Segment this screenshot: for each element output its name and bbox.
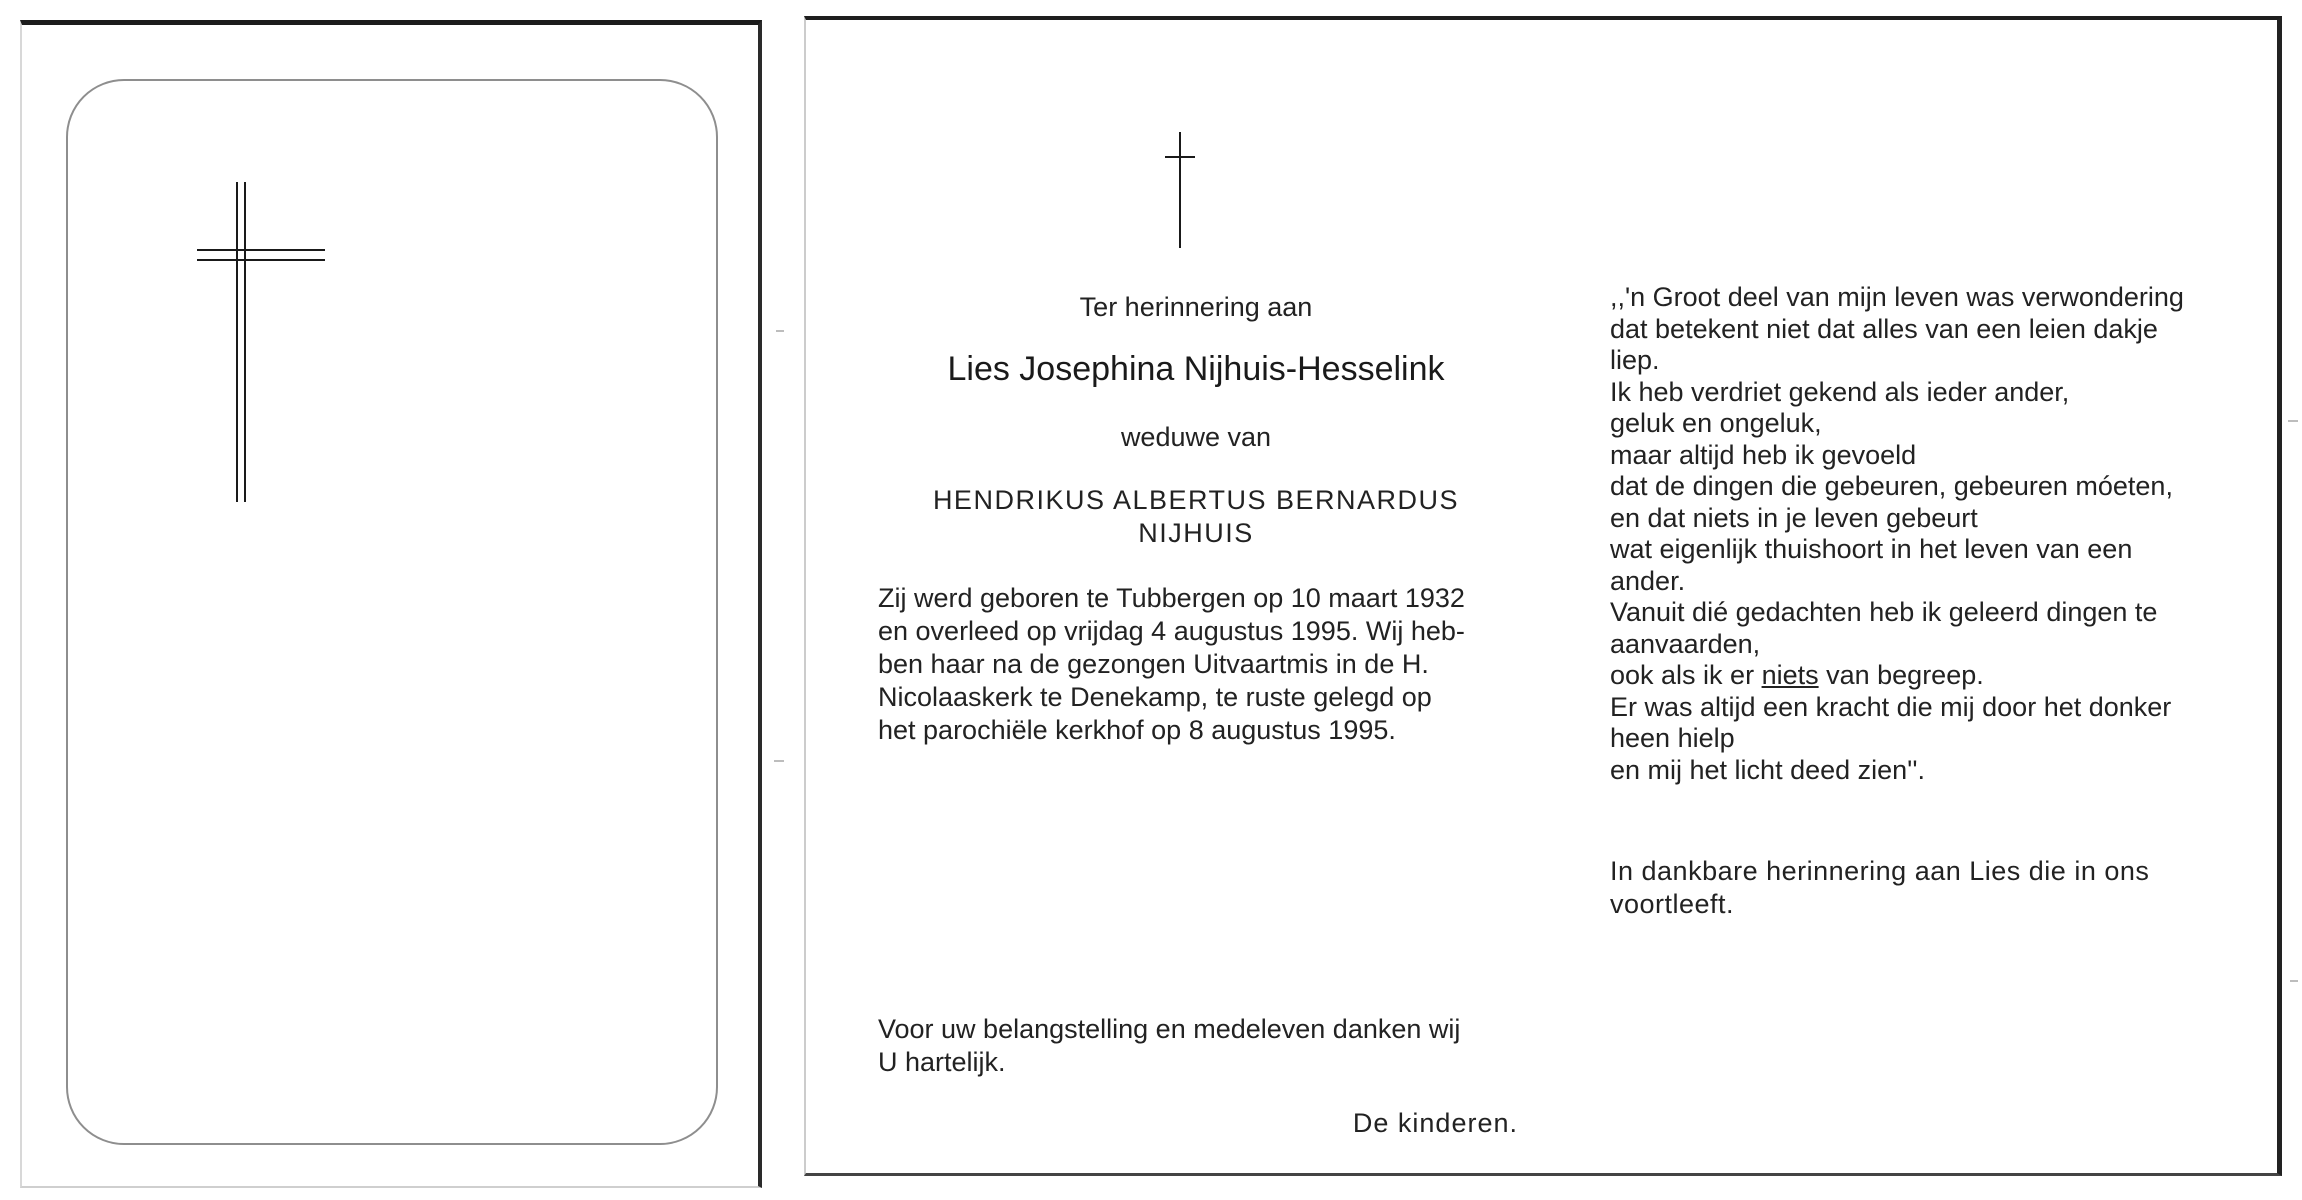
thanks-line: Voor uw belangstelling en medeleven danken wij <box>878 1014 1461 1044</box>
poem-line: ander. <box>1610 565 1686 596</box>
poem-line: heen hielp <box>1610 723 1735 753</box>
spouse-name-line: NIJHUIS <box>1138 518 1254 548</box>
front-card-frame <box>66 79 718 1145</box>
poem-line: Vanuit dié gedachten heb ik geleerd dingen te <box>1610 597 2158 627</box>
poem-line: Er was altijd een kracht die mij door het donker <box>1610 691 2172 722</box>
scan-mark <box>776 330 784 332</box>
thanks-paragraph <box>878 1013 1518 1079</box>
biography-line: het parochiële kerkhof op 8 augustus 1995. <box>878 715 1396 745</box>
poem <box>1610 282 2270 786</box>
dedication-line: In dankbare herinnering aan Lies die in ons <box>1610 856 2150 886</box>
poem-line: aanvaarden, <box>1610 628 1761 659</box>
poem-line: ,,'n Groot deel van mijn leven was verwondering <box>1610 282 2184 312</box>
poem-line: Ik heb verdriet gekend als ieder ander, <box>1610 376 2070 407</box>
dedication-paragraph <box>1610 855 2270 921</box>
spouse-name <box>866 484 1526 550</box>
poem-line: en dat niets in je leven gebeurt <box>1610 502 1978 533</box>
biography-paragraph <box>878 582 1518 747</box>
scan-mark <box>774 760 784 762</box>
poem-line: dat de dingen die gebeuren, gebeuren móeten, <box>1610 471 2173 501</box>
poem-line: ook als ik er niets van begreep. <box>1610 660 1984 690</box>
biography-line: Nicolaaskerk te Denekamp, te ruste gelegd op <box>878 682 1432 712</box>
scan-mark <box>2288 420 2298 422</box>
intro-text: Ter herinnering aan <box>1079 292 1313 322</box>
biography-line: en overleed op vrijdag 4 augustus 1995. Wij heb- <box>878 616 1465 646</box>
poem-line: maar altijd heb ik gevoeld <box>1610 439 1917 470</box>
poem-line: wat eigenlijk thuishoort in het leven van een <box>1610 534 2133 564</box>
underlined-word: niets <box>1761 660 1819 690</box>
deceased-name: Lies Josephina Nijhuis-Hesselink <box>947 350 1445 388</box>
dedication-line: voortleeft. <box>1610 889 1735 919</box>
scan-mark <box>2290 980 2298 982</box>
poem-line: liep. <box>1610 345 1660 375</box>
poem-line: en mij het licht deed zien''. <box>1610 754 1925 785</box>
biography-line: Zij werd geboren te Tubbergen op 10 maart 1932 <box>878 583 1465 613</box>
thanks-line: U hartelijk. <box>878 1047 1006 1077</box>
biography-line: ben haar na de gezongen Uitvaartmis in de H. <box>878 649 1429 679</box>
front-card <box>20 20 762 1188</box>
poem-line: dat betekent niet dat alles van een leien dakje <box>1610 313 2158 344</box>
inside-card <box>804 16 2282 1176</box>
widow-label: weduwe van <box>1120 422 1272 452</box>
spouse-name-line: HENDRIKUS ALBERTUS BERNARDUS <box>932 485 1460 515</box>
signature: De kinderen. <box>1352 1108 1518 1138</box>
poem-line: geluk en ongeluk, <box>1610 408 1822 438</box>
